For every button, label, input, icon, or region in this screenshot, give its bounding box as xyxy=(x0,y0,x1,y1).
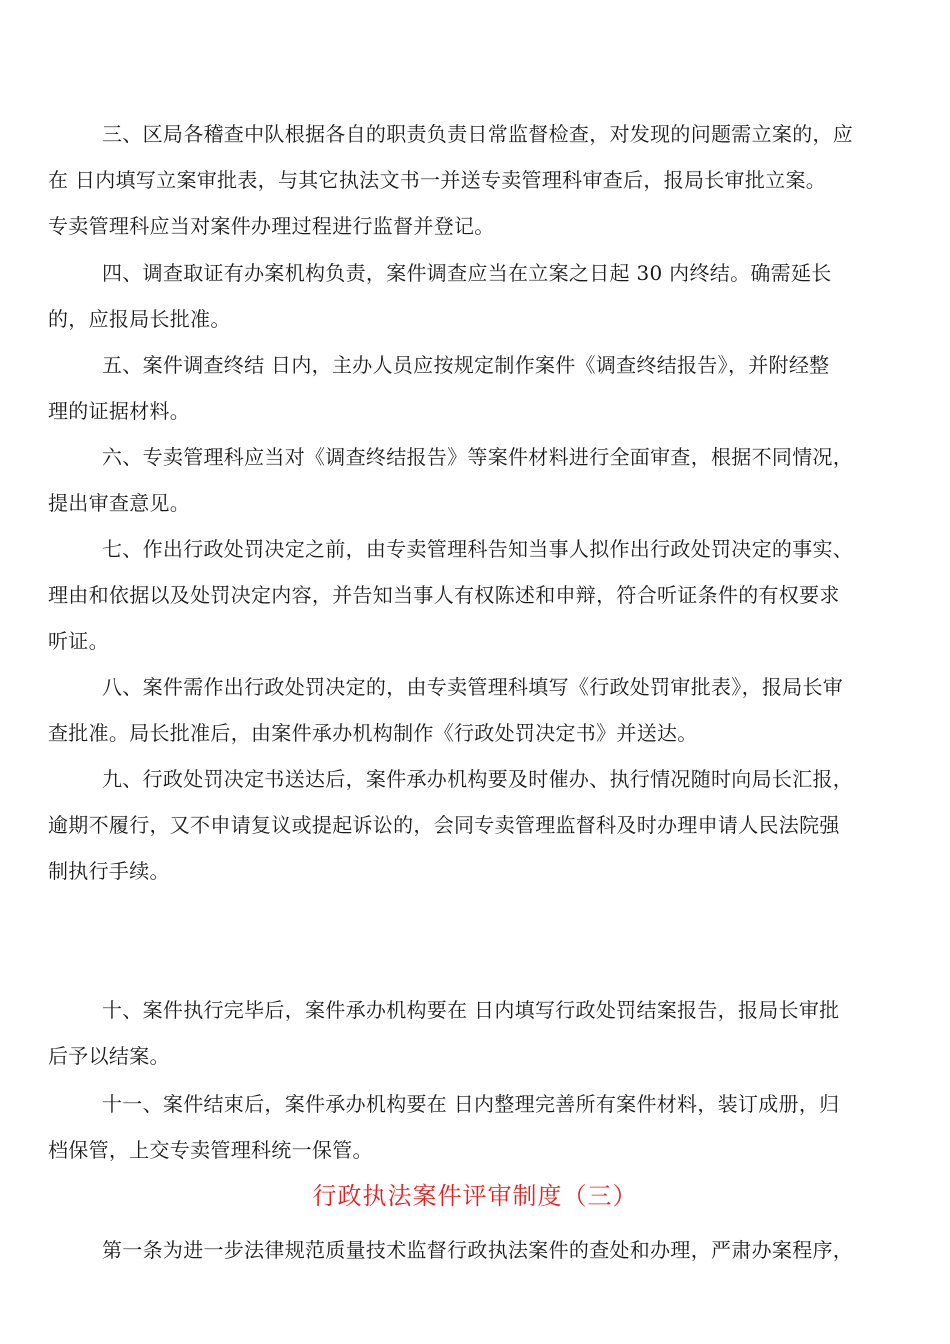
paragraph-6-line-1: 六、专卖管理科应当对《调查终结报告》等案件材料进行全面审查，根据不同情况， xyxy=(102,445,854,469)
paragraph-7-line-2: 理由和依据以及处罚决定内容，并告知当事人有权陈述和申辩，符合听证条件的有权要求 xyxy=(48,583,840,607)
paragraph-3-line-3: 专卖管理科应当对案件办理过程进行监督并登记。 xyxy=(48,214,495,238)
paragraph-7-line-1: 七、作出行政处罚决定之前，由专卖管理科告知当事人拟作出行政处罚决定的事实、 xyxy=(102,537,854,561)
paragraph-5-line-2: 理的证据材料。 xyxy=(48,399,191,423)
paragraph-7-line-3: 听证。 xyxy=(48,629,109,653)
paragraph-5-line-1: 五、案件调查终结 日内，主办人员应按规定制作案件《调查终结报告》，并附经整 xyxy=(102,353,830,377)
paragraph-4-line-2: 的，应报局长批准。 xyxy=(48,307,231,331)
paragraph-9-line-1: 九、行政处罚决定书送达后，案件承办机构要及时催办、执行情况随时向局长汇报， xyxy=(102,767,854,791)
paragraph-4-line-1: 四、调查取证有办案机构负责，案件调查应当在立案之日起 30 内终结。确需延长 xyxy=(102,261,832,285)
paragraph-9-line-2: 逾期不履行，又不申请复议或提起诉讼的，会同专卖管理监督科及时办理申请人民法院强 xyxy=(48,813,840,837)
paragraph-10-line-2: 后予以结案。 xyxy=(48,1044,170,1068)
paragraph-11-line-2: 档保管，上交专卖管理科统一保管。 xyxy=(48,1138,373,1162)
article-1-line-1: 第一条为进一步法律规范质量技术监督行政执法案件的查处和办理，严肃办案程序， xyxy=(102,1238,854,1262)
paragraph-3-line-2: 在 日内填写立案审批表，与其它执法文书一并送专卖管理科审查后，报局长审批立案。 xyxy=(48,168,827,192)
paragraph-6-line-2: 提出审查意见。 xyxy=(48,491,191,515)
paragraph-8-line-1: 八、案件需作出行政处罚决定的，由专卖管理科填写《行政处罚审批表》，报局长审 xyxy=(102,675,844,699)
paragraph-9-line-3: 制执行手续。 xyxy=(48,859,170,883)
paragraph-8-line-2: 查批准。局长批准后，由案件承办机构制作《行政处罚决定书》并送达。 xyxy=(48,721,698,745)
paragraph-3-line-1: 三、区局各稽查中队根据各自的职责负责日常监督检查，对发现的问题需立案的，应 xyxy=(102,122,854,146)
paragraph-11-line-1: 十一、案件结束后，案件承办机构要在 日内整理完善所有案件材料，装订成册，归 xyxy=(102,1092,840,1116)
paragraph-10-line-1: 十、案件执行完毕后，案件承办机构要在 日内填写行政处罚结案报告，报局长审批 xyxy=(102,998,840,1022)
section-title: 行政执法案件评审制度（三） xyxy=(312,1182,638,1210)
